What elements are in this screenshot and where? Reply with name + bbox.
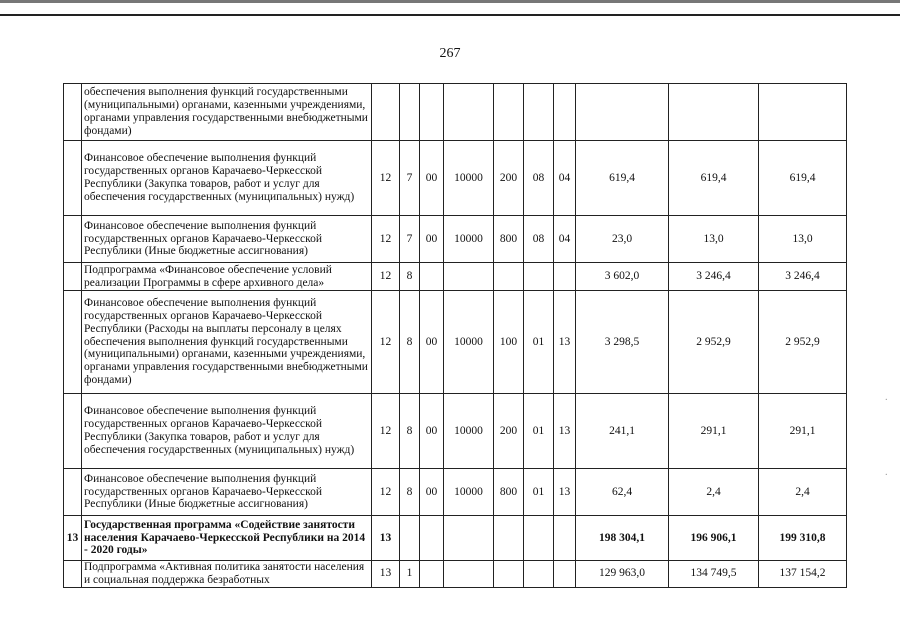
code-cell	[420, 561, 444, 588]
section-cell: 01	[524, 291, 554, 394]
program-code-cell: 12	[372, 263, 400, 291]
subsection-cell: 13	[554, 291, 576, 394]
subsection-cell	[554, 516, 576, 561]
description-cell: Подпрограмма «Финансовое обеспечение условий реализации Программы в сфере архивного дела»	[82, 263, 372, 291]
row-number-cell	[64, 394, 82, 469]
scan-mark: ·	[884, 395, 888, 406]
description-cell: Финансовое обеспечение выполнения функций государственных органов Карачаево-Черкесской Республики (Закупка товаров, работ и услуг для обеспечения государственных (муниципальных) нужд)	[82, 141, 372, 216]
table-row	[64, 141, 847, 216]
section-cell: 01	[524, 394, 554, 469]
table-row	[64, 469, 847, 516]
subprogram-code-cell: 8	[400, 291, 420, 394]
table-row	[64, 561, 847, 588]
direction-code-cell	[444, 84, 494, 141]
subsection-cell	[554, 561, 576, 588]
table-row	[64, 516, 847, 561]
description-cell: Государственная программа «Содействие занятости населения Карачаево-Черкесской Республики на 2014 - 2020 годы»	[82, 516, 372, 561]
amount-year1-cell: 619,4	[576, 141, 669, 216]
description-cell: Финансовое обеспечение выполнения функций государственных органов Карачаево-Черкесской Республики (Иные бюджетные ассигнования)	[82, 216, 372, 263]
amount-year3-cell: 13,0	[759, 216, 847, 263]
amount-year3-cell: 199 310,8	[759, 516, 847, 561]
code-cell: 00	[420, 141, 444, 216]
subprogram-code-cell: 7	[400, 216, 420, 263]
table-row	[64, 291, 847, 394]
expense-type-cell: 100	[494, 291, 524, 394]
expense-type-cell	[494, 84, 524, 141]
expense-type-cell: 200	[494, 141, 524, 216]
section-cell: 08	[524, 141, 554, 216]
amount-year1-cell: 129 963,0	[576, 561, 669, 588]
table-row	[64, 394, 847, 469]
table-row	[64, 263, 847, 291]
section-cell: 01	[524, 469, 554, 516]
program-code-cell: 12	[372, 141, 400, 216]
amount-year3-cell: 137 154,2	[759, 561, 847, 588]
subprogram-code-cell: 8	[400, 263, 420, 291]
row-number-cell	[64, 263, 82, 291]
amount-year3-cell: 619,4	[759, 141, 847, 216]
row-number-cell	[64, 216, 82, 263]
program-code-cell: 12	[372, 291, 400, 394]
amount-year3-cell: 291,1	[759, 394, 847, 469]
code-cell	[420, 263, 444, 291]
subsection-cell	[554, 84, 576, 141]
table-body	[64, 84, 847, 588]
section-cell	[524, 516, 554, 561]
code-cell: 00	[420, 394, 444, 469]
amount-year1-cell: 23,0	[576, 216, 669, 263]
direction-code-cell: 10000	[444, 394, 494, 469]
direction-code-cell: 10000	[444, 291, 494, 394]
section-cell: 08	[524, 216, 554, 263]
program-code-cell	[372, 84, 400, 141]
amount-year1-cell: 3 602,0	[576, 263, 669, 291]
scan-mark: ·	[884, 470, 888, 481]
row-number-cell	[64, 561, 82, 588]
amount-year2-cell: 13,0	[669, 216, 759, 263]
table-row	[64, 216, 847, 263]
amount-year2-cell: 2 952,9	[669, 291, 759, 394]
amount-year3-cell: 2,4	[759, 469, 847, 516]
amount-year2-cell: 291,1	[669, 394, 759, 469]
program-code-cell: 12	[372, 469, 400, 516]
section-cell	[524, 561, 554, 588]
code-cell	[420, 84, 444, 141]
expense-type-cell	[494, 561, 524, 588]
description-cell: Финансовое обеспечение выполнения функций государственных органов Карачаево-Черкесской Республики (Закупка товаров, работ и услуг для обеспечения государственных (муниципальных) нужд)	[82, 394, 372, 469]
program-code-cell: 12	[372, 394, 400, 469]
budget-table	[63, 83, 847, 588]
description-cell: Финансовое обеспечение выполнения функций государственных органов Карачаево-Черкесской Республики (Расходы на выплаты персоналу в целях обеспечения выполнения функций государственными (муниципальными) органами, казенными учреждениями, органами управления государственными внебюджетными фондами)	[82, 291, 372, 394]
description-cell: обеспечения выполнения функций государственными (муниципальными) органами, казенными учреждениями, органами управления государственными внебюджетными фондами)	[82, 84, 372, 141]
subsection-cell: 13	[554, 394, 576, 469]
amount-year1-cell: 241,1	[576, 394, 669, 469]
direction-code-cell: 10000	[444, 141, 494, 216]
expense-type-cell	[494, 263, 524, 291]
subsection-cell	[554, 263, 576, 291]
direction-code-cell	[444, 561, 494, 588]
description-cell: Финансовое обеспечение выполнения функций государственных органов Карачаево-Черкесской Республики (Иные бюджетные ассигнования)	[82, 469, 372, 516]
amount-year1-cell: 62,4	[576, 469, 669, 516]
row-number-cell: 13	[64, 516, 82, 561]
subsection-cell: 04	[554, 216, 576, 263]
program-code-cell: 13	[372, 561, 400, 588]
section-cell	[524, 84, 554, 141]
row-number-cell	[64, 469, 82, 516]
amount-year3-cell: 3 246,4	[759, 263, 847, 291]
section-cell	[524, 263, 554, 291]
expense-type-cell: 200	[494, 394, 524, 469]
amount-year2-cell: 134 749,5	[669, 561, 759, 588]
subprogram-code-cell: 8	[400, 469, 420, 516]
subprogram-code-cell	[400, 84, 420, 141]
code-cell: 00	[420, 216, 444, 263]
amount-year1-cell: 198 304,1	[576, 516, 669, 561]
code-cell: 00	[420, 469, 444, 516]
direction-code-cell: 10000	[444, 216, 494, 263]
subprogram-code-cell: 7	[400, 141, 420, 216]
subprogram-code-cell	[400, 516, 420, 561]
page-number: 267	[439, 46, 461, 61]
expense-type-cell	[494, 516, 524, 561]
direction-code-cell	[444, 516, 494, 561]
top-border-line	[0, 0, 900, 16]
row-number-cell	[64, 291, 82, 394]
amount-year3-cell	[759, 84, 847, 141]
direction-code-cell	[444, 263, 494, 291]
expense-type-cell: 800	[494, 216, 524, 263]
subprogram-code-cell: 1	[400, 561, 420, 588]
amount-year1-cell: 3 298,5	[576, 291, 669, 394]
code-cell: 00	[420, 291, 444, 394]
amount-year2-cell	[669, 84, 759, 141]
amount-year3-cell: 2 952,9	[759, 291, 847, 394]
amount-year2-cell: 2,4	[669, 469, 759, 516]
amount-year2-cell: 619,4	[669, 141, 759, 216]
description-cell: Подпрограмма «Активная политика занятости населения и социальная поддержка безработных	[82, 561, 372, 588]
code-cell	[420, 516, 444, 561]
subprogram-code-cell: 8	[400, 394, 420, 469]
row-number-cell	[64, 141, 82, 216]
program-code-cell: 12	[372, 216, 400, 263]
amount-year2-cell: 196 906,1	[669, 516, 759, 561]
amount-year1-cell	[576, 84, 669, 141]
table-row	[64, 84, 847, 141]
subsection-cell: 13	[554, 469, 576, 516]
row-number-cell	[64, 84, 82, 141]
direction-code-cell: 10000	[444, 469, 494, 516]
program-code-cell: 13	[372, 516, 400, 561]
amount-year2-cell: 3 246,4	[669, 263, 759, 291]
expense-type-cell: 800	[494, 469, 524, 516]
subsection-cell: 04	[554, 141, 576, 216]
